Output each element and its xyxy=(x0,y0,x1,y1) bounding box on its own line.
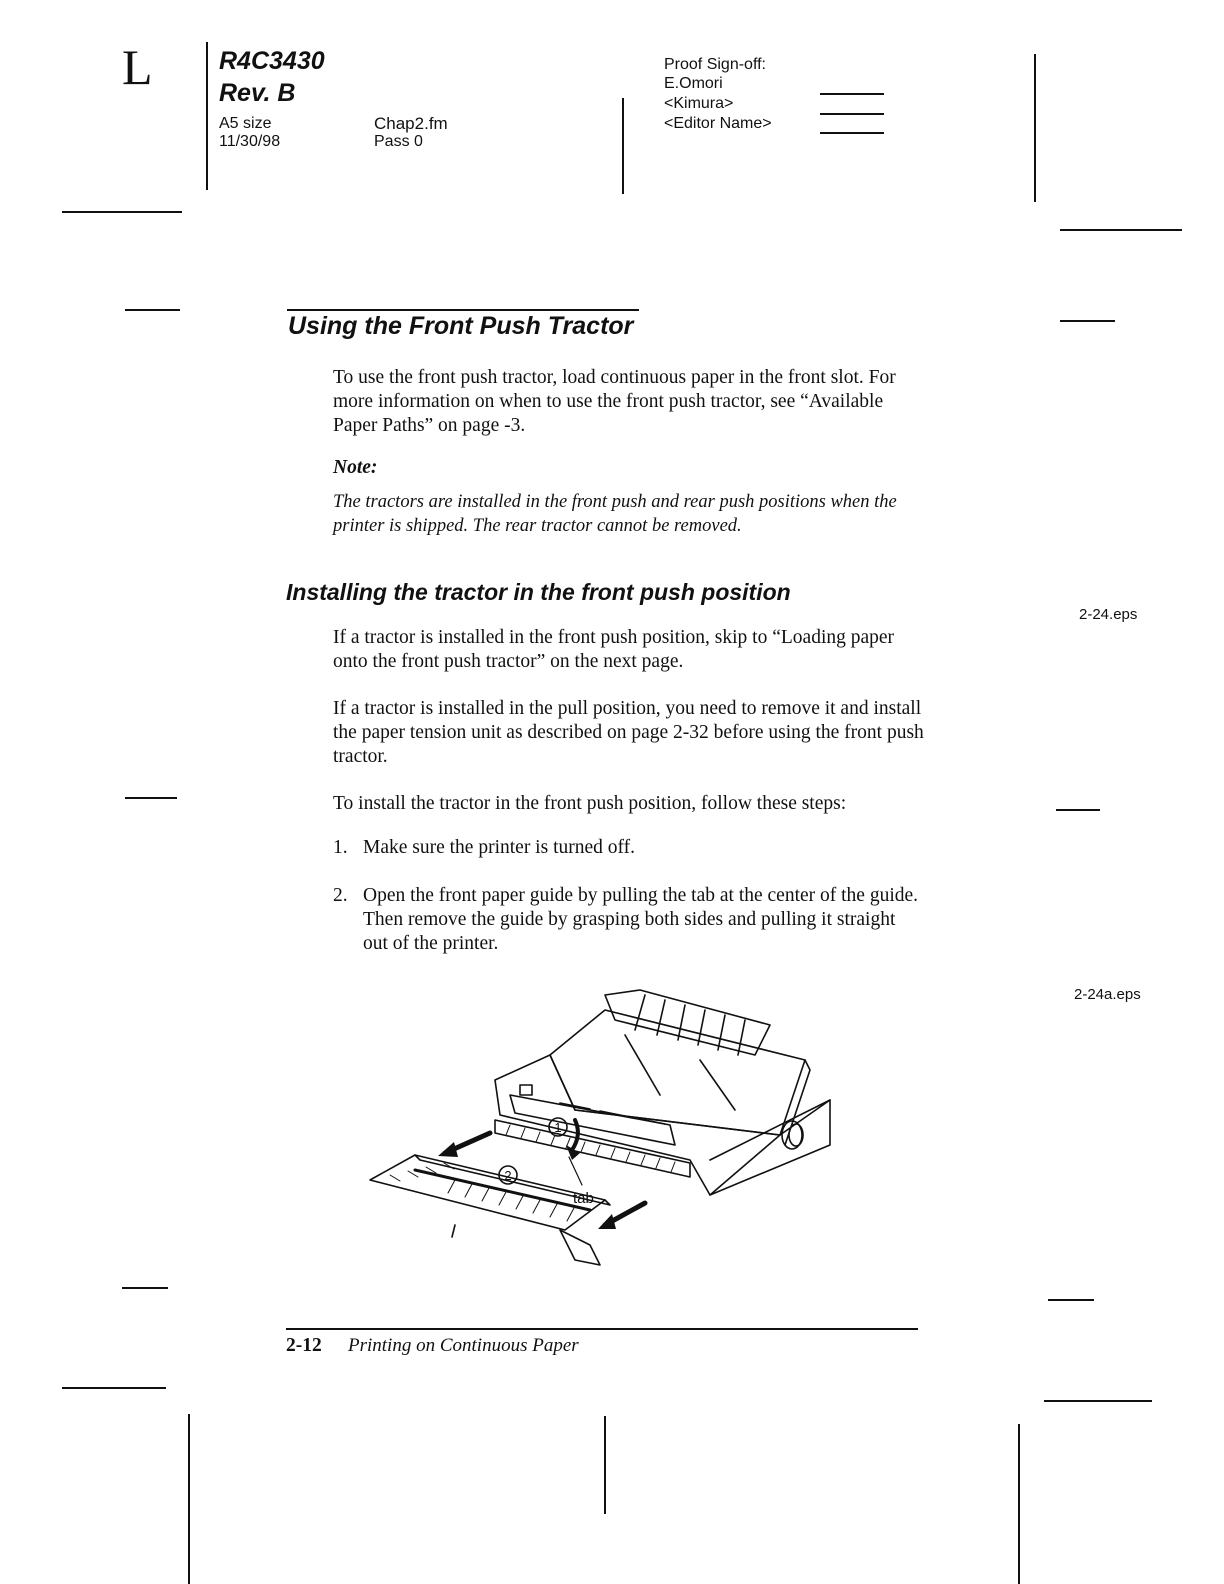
crop-mark xyxy=(188,1414,190,1584)
step-number: 1. xyxy=(333,837,348,858)
doc-pass: Pass 0 xyxy=(374,133,423,150)
guide-ribs xyxy=(506,1125,675,1172)
crop-mark xyxy=(1048,1299,1094,1301)
doc-code: R4C3430 xyxy=(219,47,325,75)
corner-letter: L xyxy=(122,39,153,95)
signoff-line-3 xyxy=(820,132,884,134)
callout-1: 1 xyxy=(554,1120,562,1135)
signoff-name-3: <Editor Name> xyxy=(664,115,772,132)
header-divider-right xyxy=(1034,54,1036,202)
signoff-name-1: E.Omori xyxy=(664,75,723,92)
paragraph-skip: If a tractor is installed in the front push position, skip to “Loading paper onto the front push tractor” on the next page. xyxy=(333,627,895,672)
section-title: Using the Front Push Tractor xyxy=(288,312,634,340)
section-intro: To use the front push tractor, load continuous paper in the front slot. For more information on when to use the front push tractor, see “Available Paper Paths” on page -3. xyxy=(333,367,896,436)
signoff-line-1 xyxy=(820,93,884,95)
note-text: The tractors are installed in the front push and rear push positions when the printer is shipped. The rear tractor cannot be removed. xyxy=(333,492,897,536)
margin-label-eps-2: 2-24a.eps xyxy=(1074,986,1141,1003)
crop-mark xyxy=(125,309,180,311)
crop-mark xyxy=(62,211,182,213)
crop-mark xyxy=(1056,809,1100,811)
crop-mark xyxy=(1018,1424,1020,1584)
step-number: 2. xyxy=(333,885,348,906)
crop-mark xyxy=(1060,229,1182,231)
footer-rule xyxy=(286,1328,918,1330)
step-text: Open the front paper guide by pulling the tab at the center of the guide. Then remove the guide by grasping both sides and pulling it straight out of the printer. xyxy=(363,885,919,954)
doc-size: A5 size xyxy=(219,115,272,132)
proof-signoff-label: Proof Sign-off: xyxy=(664,56,766,73)
signoff-name-2: <Kimura> xyxy=(664,95,734,112)
doc-date: 11/30/98 xyxy=(219,133,281,150)
signoff-line-2 xyxy=(820,113,884,115)
revision: Rev. B xyxy=(219,79,296,107)
tab-label: tab xyxy=(573,1190,594,1207)
note-label: Note: xyxy=(333,457,378,478)
step-text: Make sure the printer is turned off. xyxy=(363,837,636,858)
crop-mark xyxy=(62,1387,166,1389)
header-divider-left xyxy=(206,42,208,190)
crop-mark xyxy=(1044,1400,1152,1402)
printer-illustration xyxy=(360,985,860,1285)
chapter-title: Printing on Continuous Paper xyxy=(348,1335,579,1356)
crop-mark xyxy=(122,1287,168,1289)
doc-file: Chap2.fm xyxy=(374,114,448,133)
header-divider-middle xyxy=(622,98,624,194)
crop-mark xyxy=(604,1416,606,1514)
margin-label-eps-1: 2-24.eps xyxy=(1079,606,1138,623)
paragraph-steps-intro: To install the tractor in the front push position, follow these steps: xyxy=(333,793,847,814)
paragraph-pull-position: If a tractor is installed in the pull position, you need to remove it and install the paper tension unit as described on page 2-32 before using the front push tractor. xyxy=(333,698,924,767)
subsection-title: Installing the tractor in the front push position xyxy=(286,579,791,605)
page-number: 2-12 xyxy=(286,1335,322,1356)
callout-2: 2 xyxy=(504,1168,512,1183)
crop-mark xyxy=(1060,320,1115,322)
crop-mark xyxy=(125,797,177,799)
